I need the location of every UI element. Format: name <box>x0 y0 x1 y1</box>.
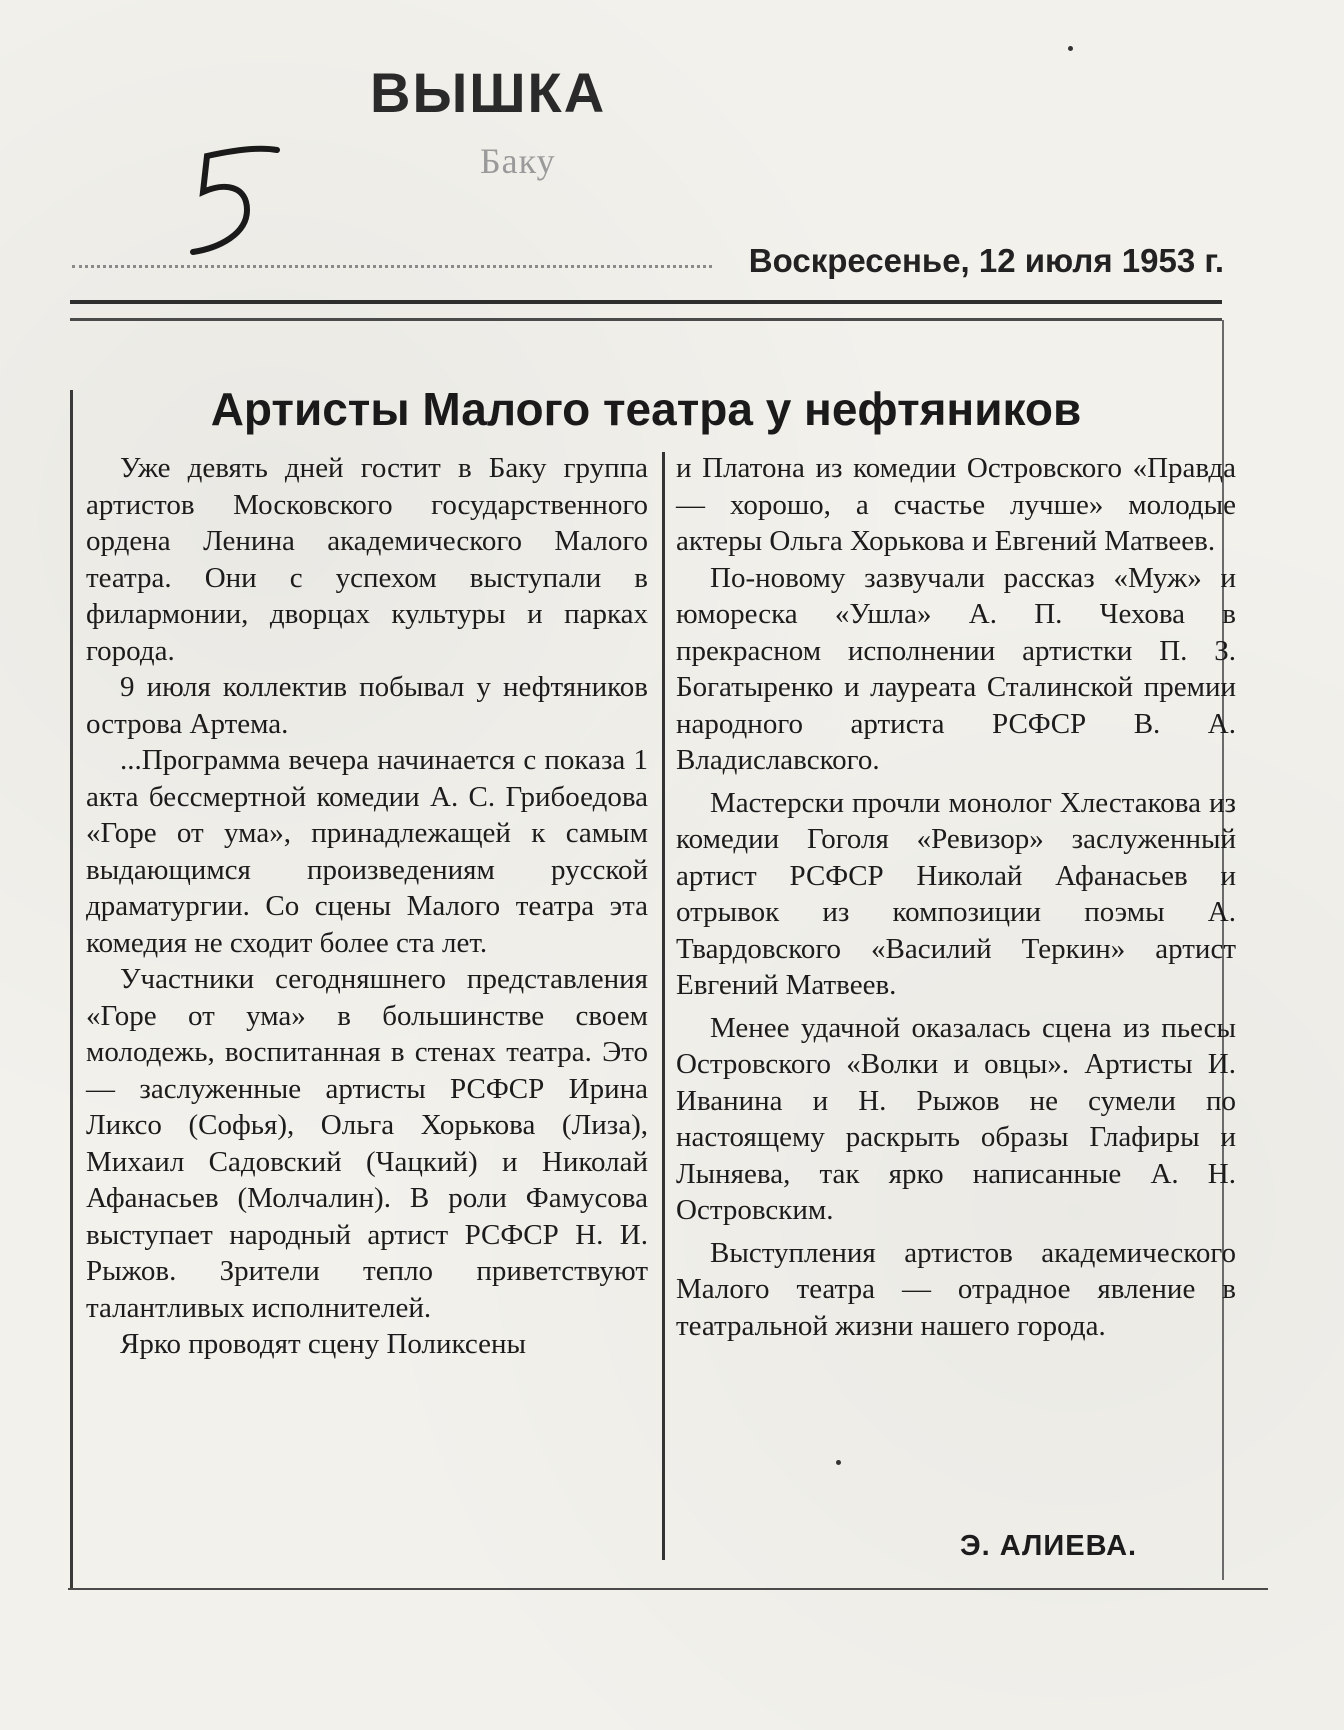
article-paragraph: Уже девять дней гостит в Баку группа артистов Московского государственного ордена Ленина академического Малого театра. Они с успехом выступали в филармонии, дворцах культуры и парках города. <box>86 452 648 667</box>
article-headline: Артисты Малого театра у нефтяников <box>210 383 1082 435</box>
print-speck <box>836 1460 841 1465</box>
clipping-frame-left <box>70 390 73 1590</box>
print-speck <box>1068 46 1073 51</box>
dotted-separator <box>72 265 712 272</box>
article-paragraph: и Платона из комедии Островского «Правда — хорошо, а счастье лучше» молодые актеры Ольга Хорькова и Евгений Матвеев. <box>676 452 1236 557</box>
article-paragraph: Выступления артистов академического Малого театра — отрадное явление в театральной жизни нашего города. <box>676 1236 1236 1342</box>
newspaper-masthead: ВЫШКА <box>370 61 607 124</box>
issue-date: Воскресенье, 12 июля 1953 г. <box>748 242 1224 279</box>
article-paragraph: Менее удачной оказалась сцена из пьесы Островского «Волки и овцы». Артисты И. Иванина и Н. Рыжов не сумели по настоящему раскрыть образы Глафиры и Лыняева, так ярко написанные А. Н. Островским. <box>676 1011 1236 1226</box>
clipping-frame-bottom <box>68 1588 1268 1590</box>
masthead-city: Баку <box>480 141 556 181</box>
article-paragraph: ...Программа вечера начинается с показа 1 акта бессмертной комедии А. С. Грибоедова «Горе от ума», принадлежащей к самым выдающимся произведениям русской драматургии. Со сцены Малого театра эта комедия не сходит более ста лет. <box>86 744 648 959</box>
article-paragraph: Мастерски прочли монолог Хлестакова из комедии Гоголя «Ревизор» заслуженный артист РСФСР Николай Афанасьев и отрывок из композиции поэмы А. Твардовского «Василий Теркин» артист Евгений Матвеев. <box>676 786 1236 1001</box>
article-left-column <box>86 450 648 1363</box>
masthead-rule <box>70 300 1222 321</box>
column-divider <box>662 452 665 1560</box>
article-paragraph: Ярко проводят сцену Поликсены <box>120 1328 526 1360</box>
article-paragraph: 9 июля коллектив побывал у нефтяников острова Артема. <box>86 671 648 740</box>
handwritten-number-mark <box>185 140 315 260</box>
article-right-column <box>676 450 1236 1344</box>
article-paragraph: Участники сегодняшнего представления «Горе от ума» в большинстве своем молодежь, воспитанная в стенах театра. Это — заслуженные артисты РСФСР Ирина Ликсо (Софья), Ольга Хорькова (Лиза), Михаил Садовский (Чацкий) и Николай Афанасьев (Молчалин). В роли Фамусова выступает народный артист РСФСР Н. И. Рыжов. Зрители тепло приветствуют талантливых исполнителей. <box>86 963 648 1324</box>
article-author-signature: Э. АЛИЕВА. <box>960 1530 1138 1562</box>
article-paragraph: По-новому зазвучали рассказ «Муж» и юмореска «Ушла» А. П. Чехова в прекрасном исполнении артистки П. З. Богатыренко и лауреата Сталинской премии народного артиста РСФСР В. А. Владиславского. <box>676 561 1236 776</box>
